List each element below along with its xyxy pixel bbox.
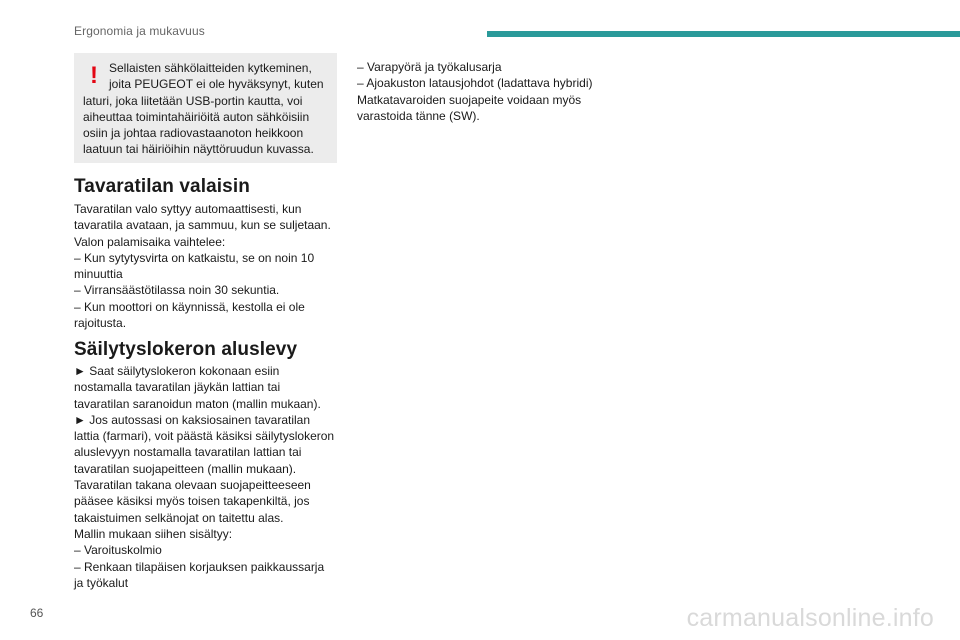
warning-line: Sellaisten sähkölaitteiden kytkeminen, xyxy=(109,61,312,75)
text-line: – Renkaan tilapäisen korjauksen paikkaussarja xyxy=(74,559,325,574)
right-column-text xyxy=(357,59,627,124)
text-line: tavaratila avataan, ja sammuu, kun se suljetaan. xyxy=(74,218,331,233)
text-line: – Varoituskolmio xyxy=(74,543,162,558)
text-line: – Ajoakuston latausjohdot (ladattava hybridi) xyxy=(357,76,593,91)
exclamation-icon: ! xyxy=(90,62,98,89)
text-line: aluslevyyn nostamalla tavaratilan lattian tai xyxy=(74,445,302,460)
header-accent-bar xyxy=(487,31,960,37)
text-line: lattia (farmari), voit päästä käsiksi säilytyslokeron xyxy=(74,429,335,444)
text-line: pääsee käsiksi myös toisen takapenkiltä, jos xyxy=(74,494,310,509)
text-line: – Kun moottori on käynnissä, kestolla ei ole xyxy=(74,299,305,314)
storage-floor-text xyxy=(74,363,344,591)
text-line: Tavaratilan valo syttyy automaattisesti, kun xyxy=(74,202,302,216)
trunk-light-text xyxy=(74,201,344,331)
warning-box xyxy=(74,53,337,163)
watermark-text: carmanualsonline.info xyxy=(686,604,934,632)
section-heading-storage-floor: Säilytyslokeron aluslevy xyxy=(74,339,298,360)
text-line: nostamalla tavaratilan jäykän lattian tai xyxy=(74,380,281,395)
text-line: takaistuimen selkänojat on taitettu alas. xyxy=(74,510,284,525)
text-line: varastoida tänne (SW). xyxy=(357,108,480,123)
warning-line: aiheuttaa toimintahäiriöitä auton sähköisiin xyxy=(83,109,310,124)
warning-line: laturi, joka liitetään USB-portin kautta, voi xyxy=(83,93,303,108)
text-line: minuuttia xyxy=(74,267,123,282)
text-line: – Varapyörä ja työkalusarja xyxy=(357,60,502,74)
text-line: – Kun sytytysvirta on katkaistu, se on noin 10 xyxy=(74,250,315,265)
warning-line: laatuun tai häiriöihin näyttöruudun kuvassa. xyxy=(83,142,314,157)
section-header-title: Ergonomia ja mukavuus xyxy=(74,24,205,38)
warning-line: joita PEUGEOT ei ole hyväksynyt, kuten xyxy=(109,77,324,92)
page-number: 66 xyxy=(30,606,44,620)
text-line: Mallin mukaan siihen sisältyy: xyxy=(74,526,233,541)
section-heading-trunk-light: Tavaratilan valaisin xyxy=(74,176,250,197)
text-line: Valon palamisaika vaihtelee: xyxy=(74,234,226,249)
text-line: Tavaratilan takana olevaan suojapeitteeseen xyxy=(74,478,311,493)
text-line: ► Saat säilytyslokeron kokonaan esiin xyxy=(74,364,280,378)
warning-line: osiin ja johtaa radiovastaanoton heikkoon xyxy=(83,126,304,141)
text-line: – Virransäästötilassa noin 30 sekuntia. xyxy=(74,283,280,298)
text-line: rajoitusta. xyxy=(74,316,127,331)
text-line: ja työkalut xyxy=(74,575,129,590)
text-line: tavaratilan saranoidun maton (mallin mukaan). xyxy=(74,396,321,411)
text-line: ► Jos autossasi on kaksiosainen tavaratilan xyxy=(74,412,311,427)
text-line: tavaratilan suojapeitteen (mallin mukaan). xyxy=(74,461,297,476)
text-line: Matkatavaroiden suojapeite voidaan myös xyxy=(357,92,582,107)
